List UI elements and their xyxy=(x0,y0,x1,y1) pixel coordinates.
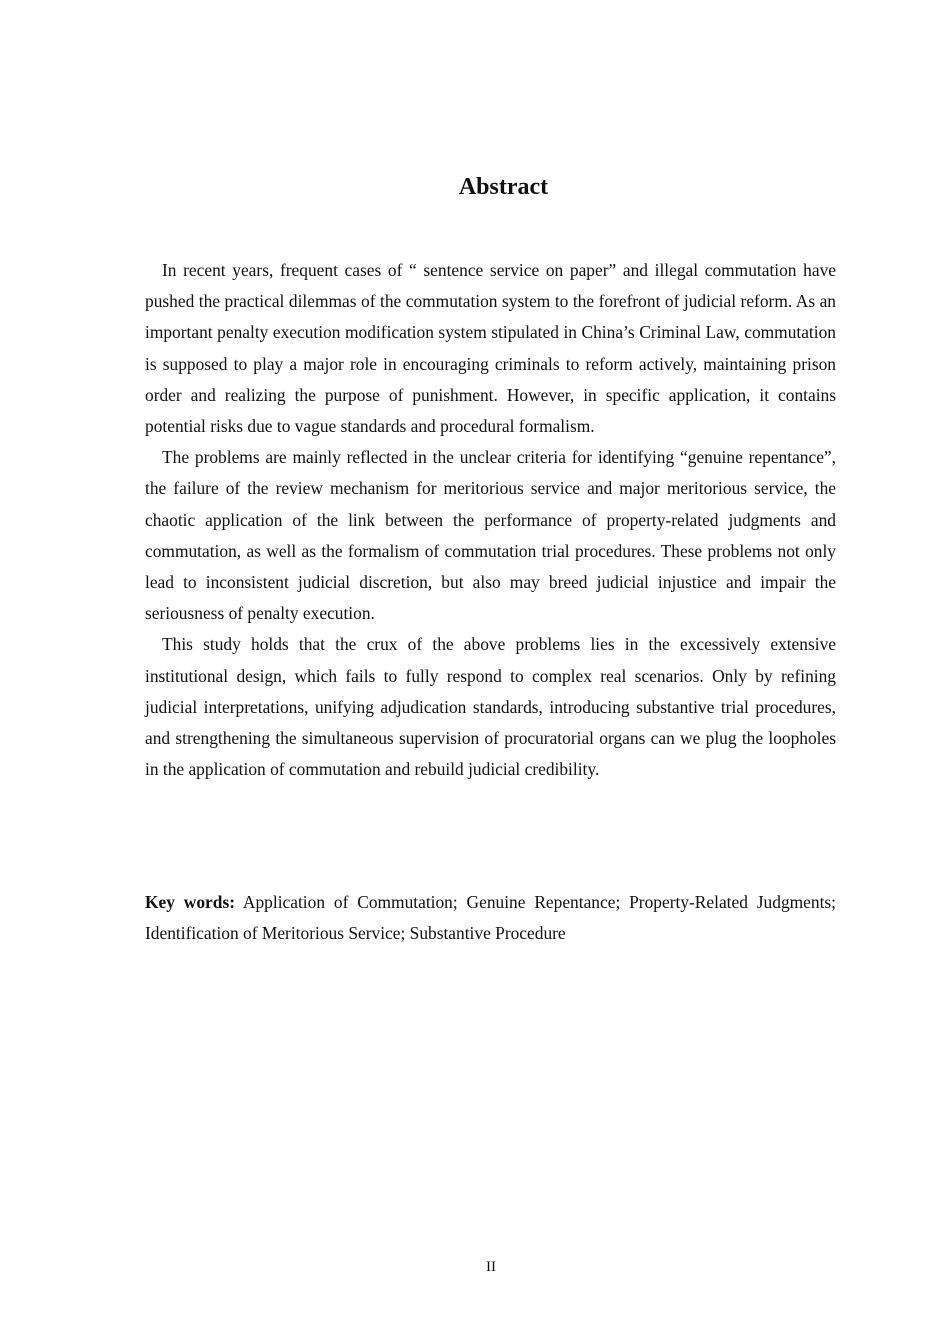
abstract-paragraph-1: In recent years, frequent cases of “ sentence service on paper” and illegal commutation have pushed the practical dilemmas of the commutation system to the forefront of judicial reform. As an important penalty execution modification system stipulated in China’s Criminal Law, commutation is supposed to play a major role in encouraging criminals to reform actively, maintaining prison order and realizing the purpose of punishment. However, in specific application, it contains potential risks due to vague standards and procedural formalism. xyxy=(145,260,836,437)
abstract-paragraph-3: This study holds that the crux of the above problems lies in the excessively extensive institutional design, which fails to fully respond to complex real scenarios. Only by refining judicial interpretations, unifying adjudication standards, introducing substantive trial procedures, and strengthening the simultaneous supervision of procuratorial organs can we plug the loopholes in the application of commutation and rebuild judicial credibility. xyxy=(145,634,836,780)
abstract-body xyxy=(145,255,836,785)
keywords-label: Key words: xyxy=(145,892,236,912)
page-number: II xyxy=(486,1259,496,1275)
keywords-text: Application of Commutation; Genuine Repentance; Property-Related Judgments; Identification of Meritorious Service; Substantive Procedure xyxy=(145,892,837,944)
abstract-title: Abstract xyxy=(458,174,549,200)
keywords-line xyxy=(145,887,836,949)
abstract-paragraph-2: The problems are mainly reflected in the unclear criteria for identifying “genuine repentance”, the failure of the review mechanism for meritorious service and major meritorious service, the chaotic application of the link between the performance of property-related judgments and commutation, as well as the formalism of commutation trial procedures. These problems not only lead to inconsistent judicial discretion, but also may breed judicial injustice and impair the seriousness of penalty execution. xyxy=(145,447,836,624)
